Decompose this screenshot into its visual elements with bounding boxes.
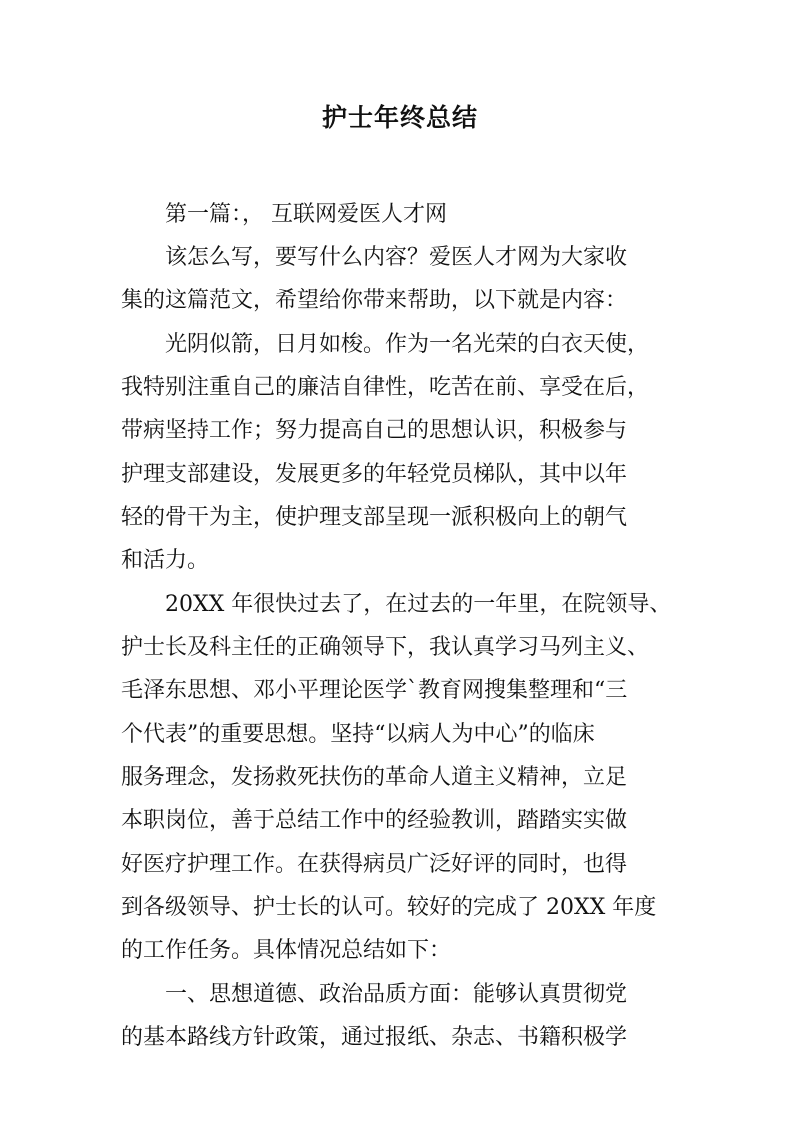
text-line: [0, 409, 800, 453]
text-line: [0, 453, 800, 497]
text-line: [0, 929, 800, 973]
line-text: 服务理念，发扬救死扶伤的革命人道主义精神，立足: [121, 765, 628, 790]
line-text: 集的这篇范文，希望给你带来帮助，以下就是内容：: [121, 288, 628, 313]
text-line: [0, 583, 800, 627]
line-text: 该怎么写，要写什么内容？爱医人才网为大家收: [165, 245, 628, 270]
text-line: [0, 323, 800, 367]
text-line: [0, 626, 800, 670]
line-text: 第一篇：， 互联网爱医人才网: [165, 202, 447, 227]
text-line: [0, 756, 800, 800]
text-line: [0, 799, 800, 843]
line-text: 毛泽东思想、邓小平理论医学`教育网搜集整理和“三: [121, 678, 628, 703]
line-text: 光阴似箭，日月如梭。作为一名光荣的白衣天使，: [165, 332, 650, 357]
text-line: [0, 539, 800, 583]
text-line: [0, 236, 800, 280]
line-text: 轻的骨干为主，使护理支部呈现一派积极向上的朝气: [121, 505, 628, 530]
line-text: 一、思想道德、政治品质方面：能够认真贯彻党: [165, 982, 628, 1007]
line-text: 护士长及科主任的正确领导下，我认真学习马列主义、: [121, 635, 650, 660]
text-line: [0, 1016, 800, 1060]
text-line: [0, 279, 800, 323]
line-text: 本职岗位，善于总结工作中的经验教训，踏踏实实做: [121, 808, 628, 833]
document-title: 护士年终总结: [321, 103, 478, 132]
text-line: [0, 886, 800, 930]
line-text: 到各级领导、护士长的认可。较好的完成了 20XX 年度: [121, 895, 657, 920]
text-line: [0, 843, 800, 887]
text-line: [0, 193, 800, 237]
line-text: 好医疗护理工作。在获得病员广泛好评的同时，也得: [121, 852, 628, 877]
text-line: [0, 496, 800, 540]
line-text: 和活力。: [121, 548, 210, 573]
text-line: [0, 366, 800, 410]
line-text: 带病坚持工作；努力提高自己的思想认识，积极参与: [121, 418, 628, 443]
text-line: [0, 973, 800, 1017]
line-text: 20XX 年很快过去了，在过去的一年里，在院领导、: [165, 592, 672, 617]
line-text: 我特别注重自己的廉洁自律性，吃苦在前、享受在后，: [121, 375, 650, 400]
text-line: [0, 669, 800, 713]
line-text: 的基本路线方针政策，通过报纸、杂志、书籍积极学: [121, 1025, 628, 1050]
text-line: [0, 713, 800, 757]
line-text: 的工作任务。具体情况总结如下：: [121, 938, 452, 963]
line-text: 护理支部建设，发展更多的年轻党员梯队，其中以年: [121, 462, 628, 487]
line-text: 个代表”的重要思想。坚持“以病人为中心”的临床: [121, 722, 595, 747]
